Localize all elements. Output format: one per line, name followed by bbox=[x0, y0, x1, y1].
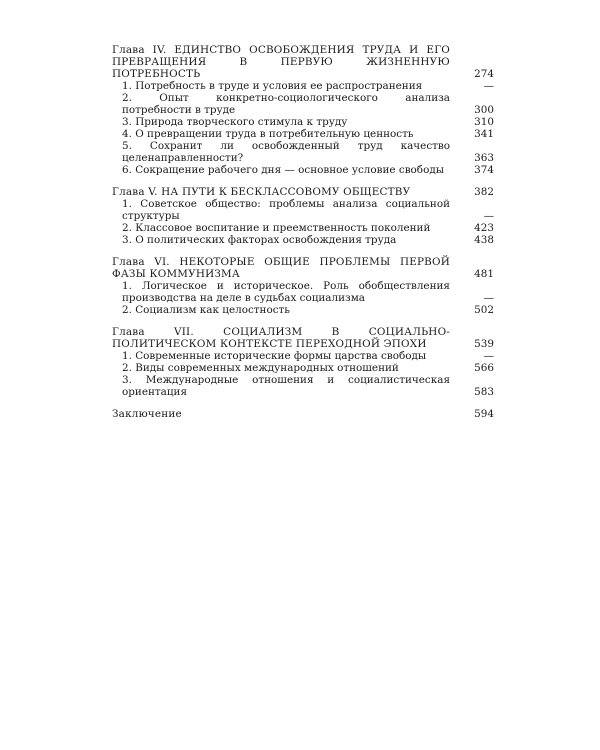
toc-entry-title: 3. Природа творческого стимула к труду bbox=[122, 116, 348, 128]
toc-entry-title: 1. Советское общество: проблемы анализа социальной структуры bbox=[122, 198, 450, 222]
toc-entry-title: 2. Опыт конкретно-социологического анализа потребности в труде bbox=[122, 92, 450, 116]
table-of-contents bbox=[112, 44, 494, 420]
toc-entry-title: 3. Международные отношения и социалистическая ориентация bbox=[122, 374, 450, 398]
toc-page-number: 300 bbox=[474, 104, 494, 116]
toc-section bbox=[112, 116, 494, 128]
section-gap bbox=[112, 246, 494, 252]
toc-chapter-6 bbox=[112, 256, 494, 280]
toc-page-number: 374 bbox=[474, 164, 494, 176]
toc-page-number: — bbox=[483, 210, 494, 222]
toc-section bbox=[112, 304, 494, 316]
toc-entry-title: 6. Сокращение рабочего дня — основное условие свободы bbox=[122, 164, 444, 176]
toc-chapter-7 bbox=[112, 326, 494, 350]
toc-section bbox=[112, 350, 494, 362]
section-gap bbox=[112, 176, 494, 182]
toc-section bbox=[112, 92, 494, 116]
toc-page-number: 502 bbox=[474, 304, 494, 316]
toc-page-number: 539 bbox=[474, 338, 494, 350]
toc-page-number: 438 bbox=[474, 234, 494, 246]
toc-page-number: — bbox=[483, 350, 494, 362]
toc-conclusion bbox=[112, 408, 494, 420]
toc-section bbox=[112, 362, 494, 374]
toc-chapter-4 bbox=[112, 44, 494, 80]
toc-section bbox=[112, 374, 494, 398]
toc-page-number: 583 bbox=[474, 386, 494, 398]
toc-section bbox=[112, 80, 494, 92]
toc-entry-title: Глава V. НА ПУТИ К БЕСКЛАССОВОМУ ОБЩЕСТВУ bbox=[112, 186, 411, 198]
toc-entry-title: 2. Социализм как целостность bbox=[122, 304, 290, 316]
toc-section bbox=[112, 140, 494, 164]
toc-entry-title: 4. О превращении труда в потребительную ценность bbox=[122, 128, 414, 140]
toc-page-number: — bbox=[483, 292, 494, 304]
toc-page-number: 382 bbox=[474, 186, 494, 198]
toc-chapter-5 bbox=[112, 186, 494, 198]
toc-entry-title: 2. Классовое воспитание и преемственность поколений bbox=[122, 222, 431, 234]
toc-section bbox=[112, 198, 494, 222]
toc-entry-title: 1. Современные исторические формы царства свободы bbox=[122, 350, 427, 362]
toc-entry-title: Заключение bbox=[112, 408, 182, 420]
toc-entry-title: Глава IV. ЕДИНСТВО ОСВОБОЖДЕНИЯ ТРУДА И ЕГО ПРЕВРАЩЕНИЯ В ПЕРВУЮ ЖИЗНЕННУЮ ПОТРЕБНОСТЬ bbox=[112, 44, 450, 80]
toc-entry-title: Глава VII. СОЦИАЛИЗМ В СОЦИАЛЬНО-ПОЛИТИЧЕСКОМ КОНТЕКСТЕ ПЕРЕХОДНОЙ ЭПОХИ bbox=[112, 326, 450, 350]
toc-page-number: 341 bbox=[474, 128, 494, 140]
toc-entry-title: 2. Виды современных международных отношений bbox=[122, 362, 399, 374]
toc-page-number: — bbox=[483, 80, 494, 92]
toc-entry-title: 1. Потребность в труде и условия ее распространения bbox=[122, 80, 423, 92]
toc-page-number: 423 bbox=[474, 222, 494, 234]
toc-section bbox=[112, 280, 494, 304]
toc-page-number: 566 bbox=[474, 362, 494, 374]
toc-page-number: 363 bbox=[474, 152, 494, 164]
toc-section bbox=[112, 164, 494, 176]
toc-page-number: 481 bbox=[474, 268, 494, 280]
toc-section bbox=[112, 234, 494, 246]
toc-entry-title: 3. О политических факторах освобождения труда bbox=[122, 234, 397, 246]
toc-page-number: 594 bbox=[474, 408, 494, 420]
toc-entry-title: 1. Логическое и историческое. Роль обобществления производства на деле в судьбах социализма bbox=[122, 280, 450, 304]
toc-entry-title: 5. Сохранит ли освобожденный труд качество целенаправленности? bbox=[122, 140, 450, 164]
toc-page-number: 274 bbox=[474, 68, 494, 80]
toc-page-number: 310 bbox=[474, 116, 494, 128]
toc-entry-title: Глава VI. НЕКОТОРЫЕ ОБЩИЕ ПРОБЛЕМЫ ПЕРВОЙ ФАЗЫ КОММУНИЗМА bbox=[112, 256, 450, 280]
toc-section bbox=[112, 128, 494, 140]
toc-section bbox=[112, 222, 494, 234]
section-gap bbox=[112, 316, 494, 322]
section-gap bbox=[112, 398, 494, 404]
